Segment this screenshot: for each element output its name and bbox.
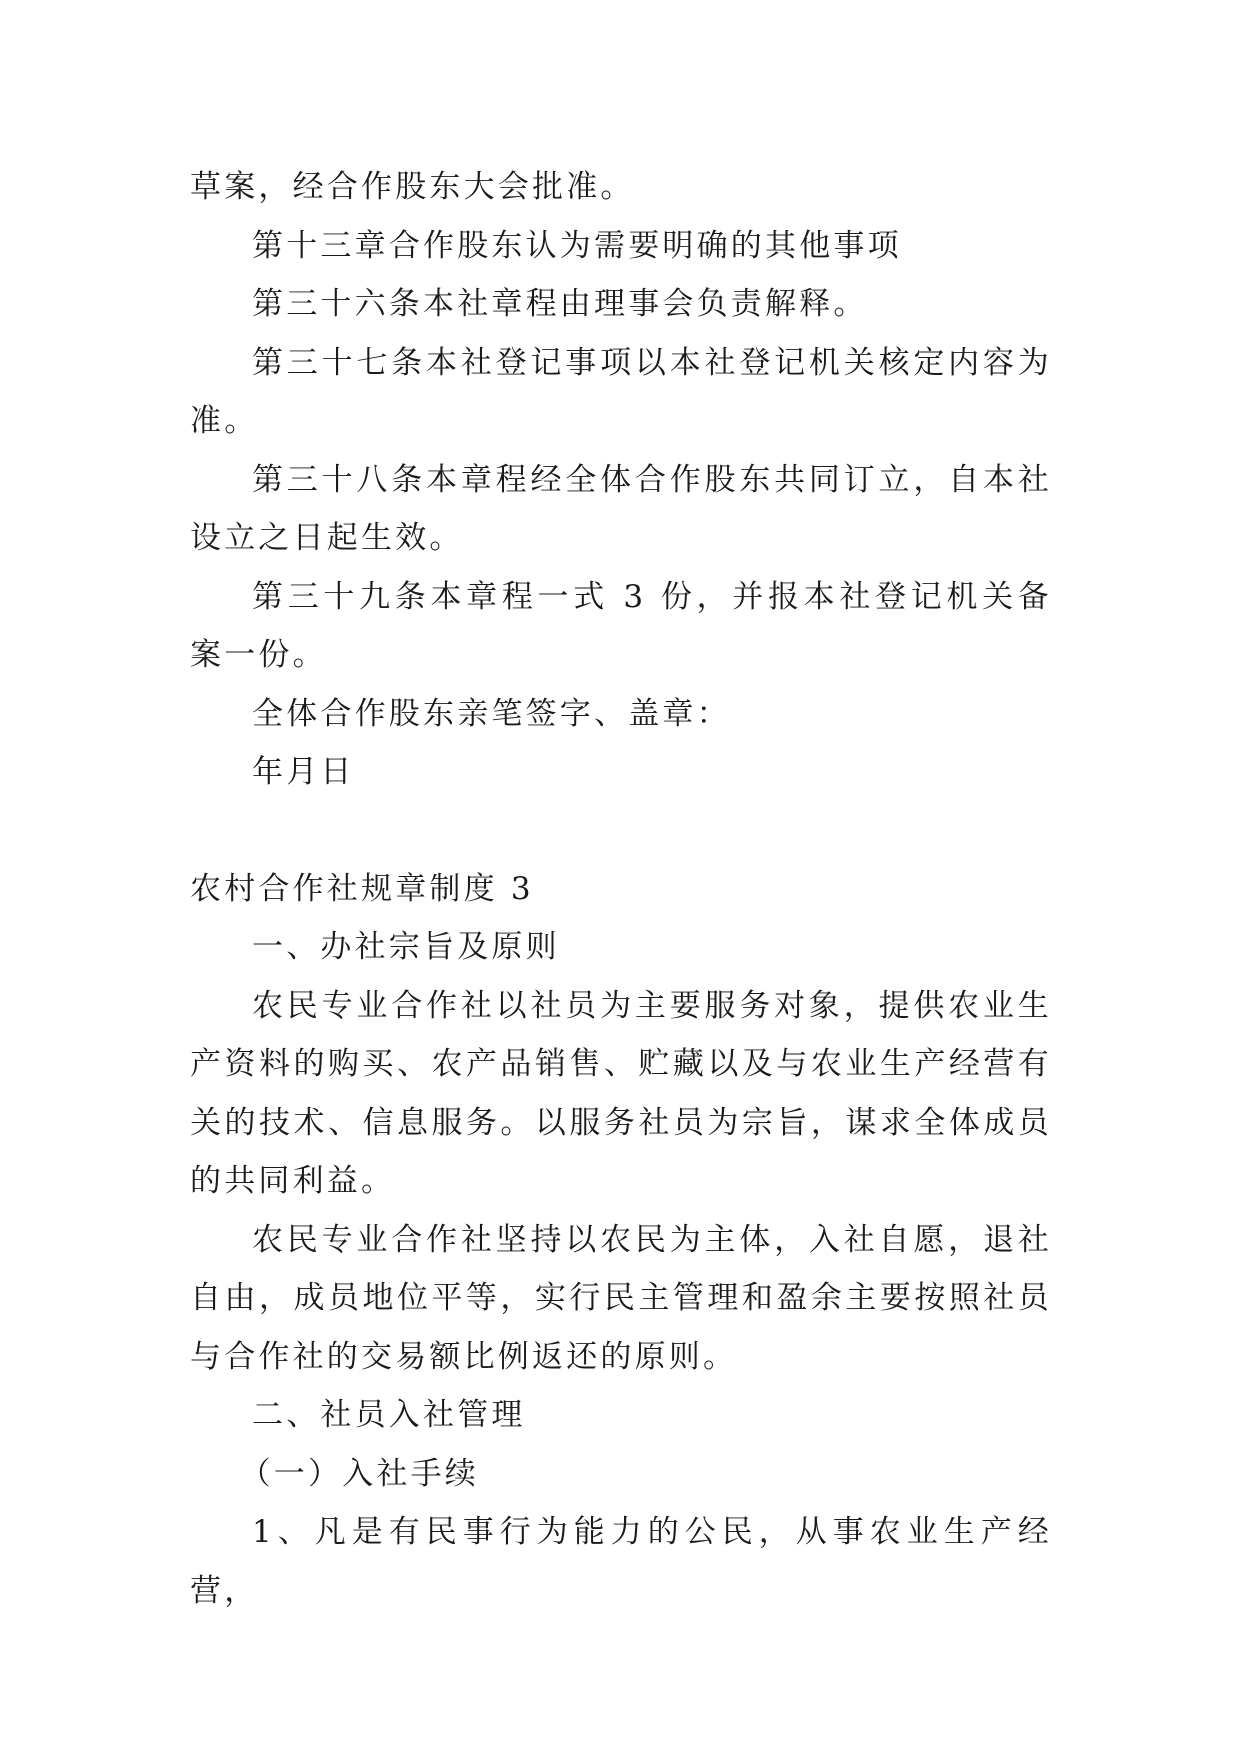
list-item-1: 1、凡是有民事行为能力的公民，从事农业生产经营，: [190, 1514, 1052, 1609]
subheading-admission-procedure: （一）入社手续: [239, 1455, 479, 1492]
article-38: 第三十八条本章程经全体合作股东共同订立，自本社设立之日起生效。: [190, 461, 1052, 556]
paragraph-service-purpose: 农民专业合作社以社员为主要服务对象，提供农业生产资料的购买、农产品销售、贮藏以及与农业生产经营有关的技术、信息服务。以服务社员为宗旨，谋求全体成员的共同利益。: [190, 987, 1052, 1199]
section-gap: [190, 802, 1052, 860]
chapter-heading-13: 第十三章合作股东认为需要明确的其他事项: [252, 227, 902, 264]
article-37: 第三十七条本社登记事项以本社登记机关核定内容为准。: [190, 344, 1052, 439]
heading-purpose-principles: 一、办社宗旨及原则: [252, 929, 560, 965]
section-title: 农村合作社规章制度 3: [190, 870, 534, 907]
article-36: 第三十六条本社章程由理事会负责解释。: [252, 286, 868, 322]
paragraph-principles: 农民专业合作社坚持以农民为主体，入社自愿，退社自由，成员地位平等，实行民主管理和盈余主要按照社员与合作社的交易额比例返还的原则。: [190, 1221, 1052, 1375]
document-body: [190, 158, 1052, 1620]
heading-member-admission: 二、社员入社管理: [252, 1397, 526, 1433]
date-line: 年月日: [252, 754, 355, 790]
signature-line: 全体合作股东亲笔签字、盖章：: [252, 695, 731, 732]
article-39: 第三十九条本章程一式 3 份，并报本社登记机关备案一份。: [190, 578, 1052, 673]
paragraph-continuation: 草案，经合作股东大会批准。: [190, 169, 635, 205]
